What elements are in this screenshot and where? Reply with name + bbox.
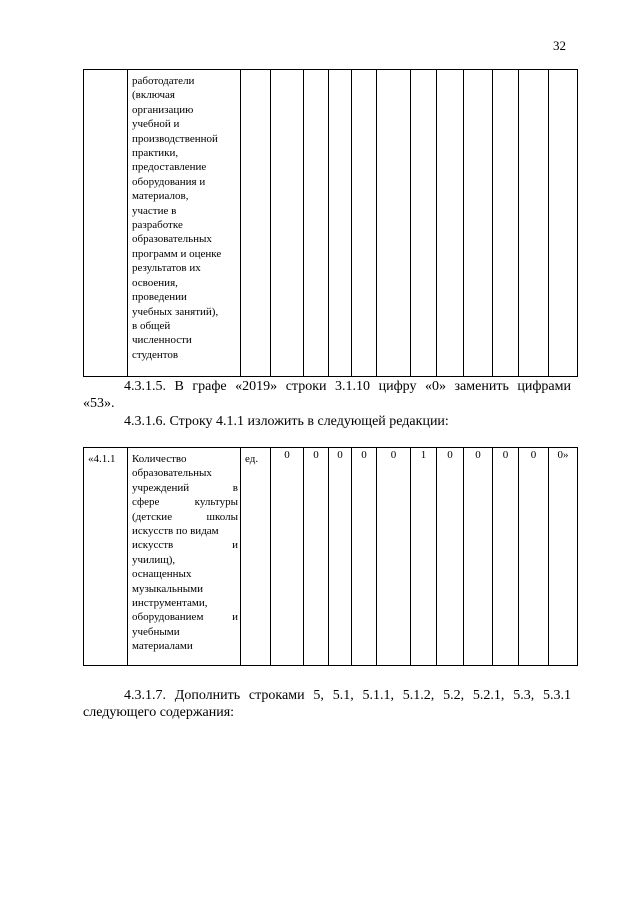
cell-text-line: разработке [132, 219, 183, 232]
paragraph-text: следующего содержания: [83, 705, 235, 720]
value-cell [519, 70, 549, 377]
indicator-name-cell [128, 70, 241, 377]
value-cell [437, 70, 464, 377]
value-cell: 0 [464, 448, 493, 666]
value-cell: 0» [549, 448, 578, 666]
value-cell [464, 70, 493, 377]
cell-text-line: (детские школы [132, 510, 238, 523]
page-number: 32 [553, 38, 566, 53]
paragraph-4-3-1-7-end [83, 704, 571, 721]
cell-text-line: предоставление [132, 161, 207, 174]
paragraph-4-3-1-7 [83, 687, 571, 704]
cell-text-line: оснащенных [132, 568, 192, 581]
cell-text-line: результатов их [132, 262, 201, 275]
cell-text-line: учебных занятий), [132, 305, 219, 318]
cell-text-line: искусств и [132, 539, 238, 552]
cell-text-line: инструментами, [132, 597, 208, 610]
unit: ед. [245, 453, 259, 465]
cell-text-line: студентов [132, 348, 179, 361]
value-cell [493, 70, 519, 377]
cell-text-line: проведении [132, 291, 187, 304]
value-cell: 0 [437, 448, 464, 666]
cell-text-line: учебными [132, 625, 180, 638]
continuation-table [83, 69, 578, 377]
cell-text-line: оборудованием и [132, 611, 238, 624]
cell-text-line: материалами [132, 640, 193, 653]
paragraph-text: «53». [83, 396, 115, 411]
cell-text-line: оборудования и [132, 175, 206, 188]
cell-text-line: искусств по видам [132, 525, 219, 538]
cell-text-line: Количество [132, 453, 187, 465]
cell-text-line: производственной [132, 132, 218, 145]
value-cell [329, 70, 352, 377]
value-cell: 0 [519, 448, 549, 666]
paragraph-text: 4.3.1.5. В графе «2019» строки 3.1.10 цифру «0» заменить цифрами [124, 379, 571, 394]
cell-text-line: организацию [132, 103, 194, 116]
value-cell: 0 [271, 448, 304, 666]
value-cell [549, 70, 578, 377]
paragraph-4-3-1-5-end [83, 395, 571, 412]
cell-text-line: (включая [132, 89, 175, 102]
value-cell: 0 [352, 448, 377, 666]
value-cell [377, 70, 411, 377]
value-cell: 0 [329, 448, 352, 666]
value-cell: 0 [304, 448, 329, 666]
table-row [84, 448, 578, 666]
cell-text-line: образовательных [132, 233, 212, 246]
value-cell [411, 70, 437, 377]
cell-text-line: в общей [132, 319, 171, 332]
value-cell: 0 [377, 448, 411, 666]
row-number: «4.1.1 [88, 453, 116, 465]
value-cell: 1 [411, 448, 437, 666]
paragraph-text: 4.3.1.7. Дополнить строками 5, 5.1, 5.1.1, 5.1.2, 5.2, 5.2.1, 5.3, 5.3.1 [124, 688, 571, 703]
cell-text-line: программ и оценке [132, 247, 222, 260]
value-cell [271, 70, 304, 377]
unit-cell [241, 70, 271, 377]
cell-text-line: численности [132, 334, 192, 347]
value-cell: 0 [493, 448, 519, 666]
unit-cell [241, 448, 271, 666]
table-row [84, 70, 578, 377]
cell-text-line: училищ), [132, 553, 176, 566]
value-cell [304, 70, 329, 377]
cell-text-line: работодатели [132, 75, 195, 87]
cell-text-line: практики, [132, 147, 179, 160]
paragraph-4-3-1-5 [83, 378, 571, 395]
indicator-name-cell [128, 448, 241, 666]
row-number-cell [84, 448, 128, 666]
value-cell [352, 70, 377, 377]
cell-text-line: материалов, [132, 190, 189, 203]
cell-text-line: освоения, [132, 276, 178, 289]
paragraph-4-3-1-6: 4.3.1.6. Строку 4.1.1 изложить в следующей редакции: [124, 414, 449, 429]
cell-text-line: сфере культуры [132, 496, 238, 509]
cell-text-line: учреждений в [132, 481, 238, 494]
row-4-1-1-table [83, 447, 578, 666]
cell-text-line: музыкальными [132, 582, 203, 595]
row-number-cell [84, 70, 128, 377]
cell-text-line: участие в [132, 204, 177, 217]
cell-text-line: учебной и [132, 118, 180, 131]
cell-text-line: образовательных [132, 467, 212, 480]
